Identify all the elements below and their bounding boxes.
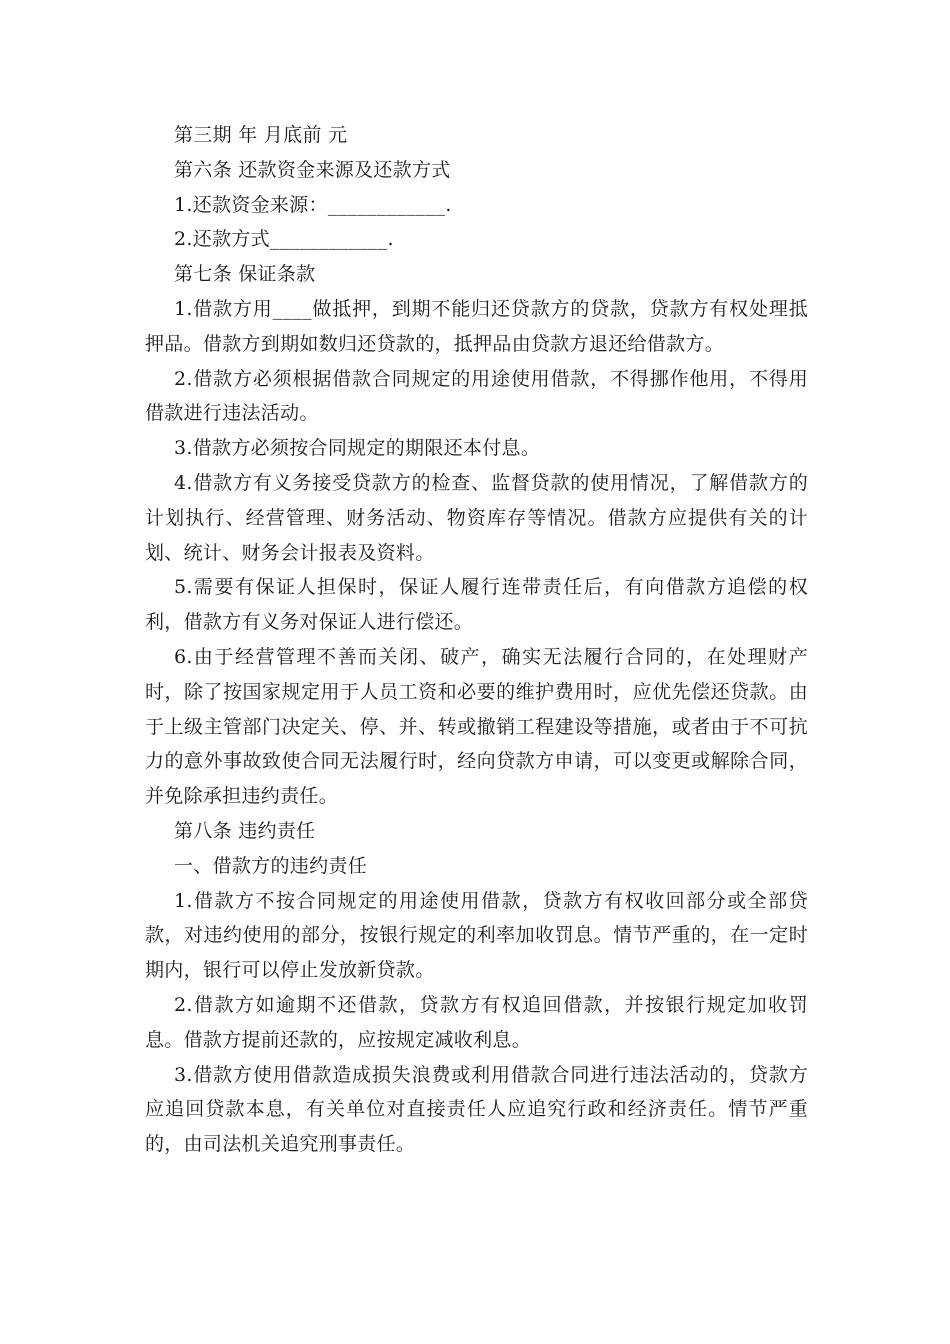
paragraph-repayment-source: 1.还款资金来源：____________. (174, 193, 452, 216)
document-body (145, 118, 808, 1162)
paragraph-installment-3: 第三期 年 月底前 元 (174, 124, 348, 146)
paragraph-guarantee-1: 1.借款方用____做抵押，到期不能归还贷款方的贷款，贷款方有权处理抵押品。借款方到期如数归还贷款的，抵押品由贷款方退还给借款方。 (145, 297, 808, 355)
heading-article-8: 第八条 违约责任 (174, 819, 316, 842)
paragraph-guarantee-3: 3.借款方必须按合同规定的期限还本付息。 (174, 437, 541, 460)
paragraph-liability-3: 3.借款方使用借款造成损失浪费或利用借款合同进行违法活动的，贷款方应追回贷款本息，有关单位对直接责任人应追究行政和经济责任。情节严重的，由司法机关追究刑事责任。 (145, 1063, 808, 1156)
heading-article-6: 第六条 还款资金来源及还款方式 (174, 158, 451, 181)
paragraph-guarantee-5: 5.需要有保证人担保时，保证人履行连带责任后，有向借款方追偿的权利，借款方有义务对保证人进行偿还。 (145, 576, 808, 634)
paragraph-guarantee-6: 6.由于经营管理不善而关闭、破产，确实无法履行合同的，在处理财产时，除了按国家规定用于人员工资和必要的维护费用时，应优先偿还贷款。由于上级主管部门决定关、停、并、转或撤销工程建设等措施，或者由于不可抗力的意外事故致使合同无法履行时，经向贷款方申请，可以变更或解除合同，并免除承担违约责任。 (145, 645, 808, 808)
subheading-borrower-liability: 一、借款方的违约责任 (174, 854, 368, 877)
paragraph-liability-1: 1.借款方不按合同规定的用途使用借款，贷款方有权收回部分或全部贷款，对违约使用的部分，按银行规定的利率加收罚息。情节严重的，在一定时期内，银行可以停止发放新贷款。 (145, 889, 808, 982)
heading-article-7: 第七条 保证条款 (174, 263, 316, 286)
paragraph-repayment-method: 2.还款方式____________. (174, 228, 394, 251)
paragraph-guarantee-4: 4.借款方有义务接受贷款方的检查、监督贷款的使用情况，了解借款方的计划执行、经营管理、财务活动、物资库存等情况。借款方应提供有关的计划、统计、财务会计报表及资料。 (145, 471, 808, 564)
paragraph-guarantee-2: 2.借款方必须根据借款合同规定的用途使用借款，不得挪作他用，不得用借款进行违法活动。 (145, 367, 808, 425)
paragraph-liability-2: 2.借款方如逾期不还借款，贷款方有权追回借款，并按银行规定加收罚息。借款方提前还款的，应按规定减收利息。 (145, 993, 808, 1051)
